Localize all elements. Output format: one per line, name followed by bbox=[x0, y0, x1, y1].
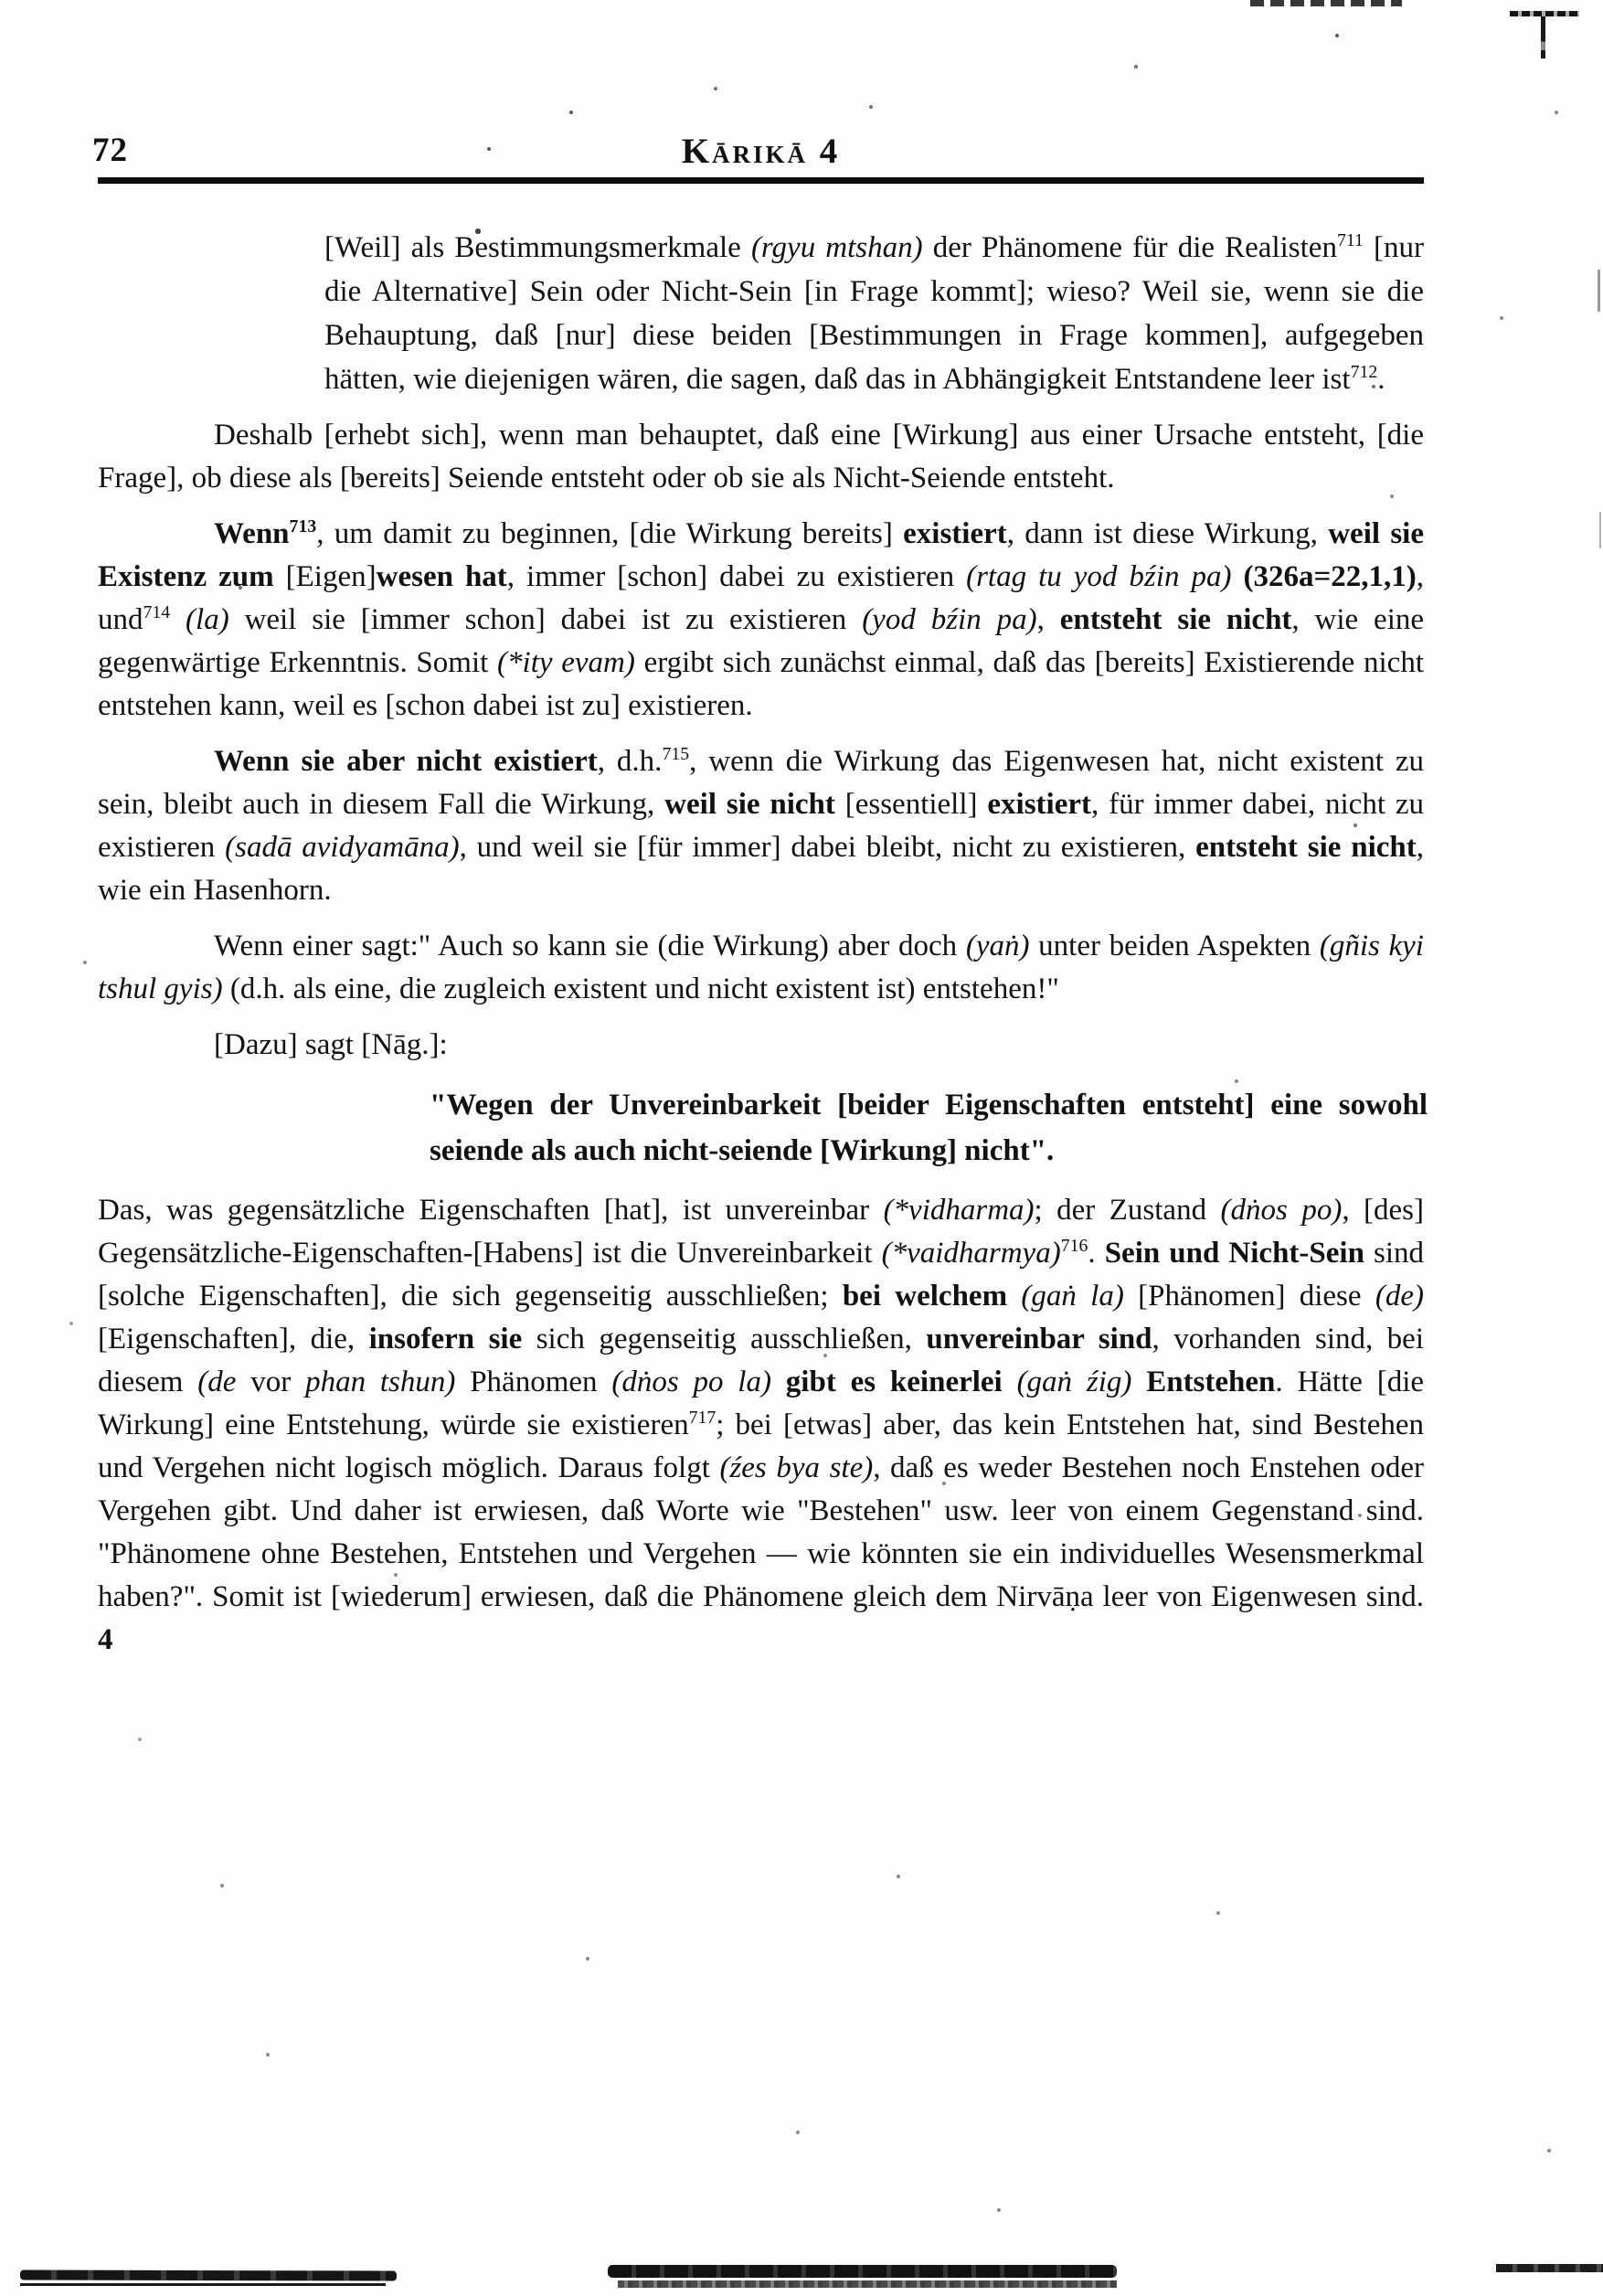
text-run: , d.h. bbox=[597, 745, 663, 778]
text-run: (sadā avidyamāna) bbox=[225, 831, 460, 864]
text-run: , wie ein Hasenhorn. bbox=[98, 831, 1424, 907]
text-run: existiert bbox=[903, 517, 1007, 550]
paragraph-commentary bbox=[98, 1189, 1424, 1662]
text-run bbox=[170, 603, 186, 636]
text-run: [Dazu] sagt [Nāg.]: bbox=[214, 1028, 448, 1061]
text-run: ; bei [etwas] aber, das kein Entstehen hat, sind Bestehen und Vergehen nicht logisch möglich. Daraus folgt bbox=[98, 1408, 1424, 1484]
scan-artifact-right-edge-tick-2 bbox=[1599, 512, 1601, 548]
text-run: (źes bya ste) bbox=[719, 1451, 874, 1484]
text-run: . Hätte [die Wirkung] eine Entstehung, würde sie existieren bbox=[98, 1366, 1425, 1441]
paragraph-wenn-existiert bbox=[98, 513, 1424, 728]
text-run: Deshalb [erhebt sich], wenn man behauptet, daß eine [Wirkung] aus einer Ursache entsteht, [die Frage], ob diese als [bereits] Seiende entsteht oder ob sie als Nicht-Seiende entsteht. bbox=[98, 419, 1424, 494]
text-run: Sein und Nicht-Sein bbox=[1104, 1237, 1364, 1270]
text-run: , und weil sie [für immer] dabei bleibt, nicht zu existieren, bbox=[459, 831, 1196, 864]
text-run: , wie eine gegenwärtige Erkenntnis. Somit bbox=[98, 603, 1425, 679]
paragraph-wenn-nicht-existiert bbox=[98, 740, 1424, 912]
text-run: , dann ist diese Wirkung, bbox=[1006, 517, 1329, 550]
text-run: "Wegen der Unvereinbarkeit [beider Eigenschaften entsteht] eine sowohl seiende als auch nicht-seiende [Wirkung] nicht". bbox=[430, 1089, 1428, 1167]
text-run: (la) bbox=[186, 603, 229, 636]
text-run: Wenn einer sagt:" Auch so kann sie (die Wirkung) aber doch bbox=[214, 930, 966, 962]
text-run: Wenn bbox=[214, 517, 290, 550]
scan-artifact-right-edge-tick-1 bbox=[1598, 270, 1600, 312]
text-run: [essentiell] bbox=[834, 788, 988, 821]
text-run: weil sie nicht bbox=[664, 788, 835, 821]
text-run: (rtag tu yod bźin pa) bbox=[966, 560, 1232, 593]
text-run: , wenn die Wirkung das Eigenwesen hat, nicht existent zu sein, bleibt auch in diesem Fall die Wirkung, bbox=[98, 745, 1424, 821]
text-run bbox=[1003, 1366, 1017, 1398]
text-run: ; der Zustand bbox=[1034, 1194, 1221, 1227]
text-run: , [des] Gegensätzliche-Eigenschaften-[Habens] ist die Unvereinbarkeit bbox=[98, 1194, 1424, 1270]
text-run: 716 bbox=[1060, 1236, 1088, 1256]
text-run: (d.h. als eine, die zugleich existent und nicht existent ist) entstehen!" bbox=[222, 973, 1059, 1005]
text-run: . bbox=[1377, 363, 1385, 396]
text-run: sich gegenseitig ausschließen, bbox=[522, 1323, 927, 1355]
text-run: , daß es weder Bestehen noch Enstehen oder Vergehen gibt. Und daher ist erwiesen, daß Worte wie "Bestehen" usw. leer von einem Gegenstand sind. "Phänomene ohne Bestehen, Entstehen und Vergehen — wie könnten sie ein individuelles Wesensmerkmal haben?". Somit ist [wiederum] erwiesen, daß die Phänomene gleich dem Nirvāṇa leer von Eigenwesen sind. bbox=[98, 1451, 1424, 1613]
verse-intro-quote bbox=[324, 226, 1424, 401]
text-run: unvereinbar sind bbox=[926, 1323, 1152, 1355]
text-run: 714 bbox=[143, 602, 171, 622]
text-run bbox=[1131, 1366, 1146, 1398]
text-run: (gñis kyi tshul gyis) bbox=[98, 930, 1424, 1005]
scan-artifact-bottom-right-smudge bbox=[1496, 2264, 1603, 2272]
text-run: (dṅos po) bbox=[1220, 1194, 1343, 1227]
text-run: insofern sie bbox=[368, 1323, 523, 1355]
text-run: (gaṅ la) bbox=[1021, 1280, 1124, 1313]
text-run: 717 bbox=[688, 1408, 717, 1428]
text-run: gibt es keinerlei bbox=[785, 1366, 1003, 1398]
text-run: weil sie Existenz zum bbox=[98, 517, 1424, 593]
paragraph-dazu-sagt bbox=[98, 1024, 1424, 1067]
text-run: , bbox=[1036, 603, 1060, 636]
text-run: [nur die Alternative] Sein oder Nicht-Sein [in Frage kommt]; wieso? Weil sie, wenn sie die Behauptung, daß [nur] diese beiden [Bestimmungen in Frage kommen], aufgegeben hätten, wie diejenigen wären, die sagen, daß das in Abhängigkeit Entstandene leer ist bbox=[324, 231, 1424, 396]
running-header bbox=[92, 124, 1424, 172]
scan-artifact-top-right-mark-horizontal bbox=[1510, 11, 1579, 16]
text-run: (gaṅ źig) bbox=[1016, 1366, 1132, 1398]
text-run: (de bbox=[197, 1366, 237, 1398]
text-run bbox=[1007, 1280, 1021, 1313]
header-rule-divider bbox=[98, 177, 1424, 184]
running-header-title: Kārikā 4 bbox=[681, 132, 841, 171]
text-run: [Weil] als Bestimmungsmerkmale bbox=[324, 231, 751, 264]
paragraph-objection bbox=[98, 925, 1424, 1011]
scan-artifact-bottom-left-smudge bbox=[20, 2269, 397, 2280]
scan-artifact-top-dashes bbox=[1250, 0, 1402, 6]
text-run: unter beiden Aspekten bbox=[1029, 930, 1320, 962]
text-run: phan tshun) bbox=[305, 1366, 456, 1398]
text-run: , immer [schon] dabei zu existieren bbox=[506, 560, 967, 593]
text-run: , und bbox=[98, 560, 1424, 636]
text-run: entsteht sie nicht bbox=[1059, 603, 1292, 636]
text-run: weil sie [immer schon] dabei ist zu existieren bbox=[228, 603, 863, 636]
text-run: wesen hat bbox=[376, 560, 507, 593]
text-run: Das, was gegensätzliche Eigenschaften [hat], ist unvereinbar bbox=[98, 1194, 884, 1227]
text-run: (yaṅ) bbox=[965, 930, 1030, 962]
text-run: 711 bbox=[1336, 230, 1364, 250]
text-run: (rgyu mtshan) bbox=[750, 231, 923, 264]
karika-verse-quote bbox=[430, 1082, 1428, 1174]
text-run: (*vaidharmya) bbox=[881, 1237, 1061, 1270]
scan-artifact-bottom-left-line bbox=[20, 2283, 386, 2286]
text-run: 4 bbox=[98, 1623, 113, 1656]
scan-artifact-top-right-mark-vertical bbox=[1541, 16, 1545, 58]
text-run: (326a=22,1,1) bbox=[1243, 560, 1417, 593]
text-run: , um damit zu beginnen, [die Wirkung bereits] bbox=[316, 517, 904, 550]
text-run: , vorhanden sind, bei diesem bbox=[98, 1323, 1424, 1398]
page-content bbox=[92, 124, 1428, 1662]
text-run bbox=[771, 1366, 786, 1398]
text-run: (de) bbox=[1375, 1280, 1424, 1313]
paragraph-deshalb bbox=[98, 414, 1424, 500]
page-body-text bbox=[98, 226, 1428, 1662]
text-run: [Eigenschaften], die, bbox=[98, 1323, 369, 1355]
text-run: 712 bbox=[1350, 362, 1378, 382]
text-run: [Phänomen] diese bbox=[1123, 1280, 1375, 1313]
text-run: , für immer dabei, nicht zu existieren bbox=[98, 788, 1424, 864]
text-run: . bbox=[1088, 1237, 1105, 1270]
text-run: der Phänomene für die Realisten bbox=[922, 231, 1337, 264]
text-run: 713 bbox=[289, 516, 317, 537]
text-run: Entstehen bbox=[1146, 1366, 1276, 1398]
text-run: (dṅos po la) bbox=[611, 1366, 771, 1398]
page-number: 72 bbox=[92, 132, 128, 169]
text-run: [Eigen] bbox=[273, 560, 377, 593]
text-run: (yod bźin pa) bbox=[862, 603, 1037, 636]
text-run: (*ity evam) bbox=[497, 646, 635, 679]
text-run: (*vidharma) bbox=[883, 1194, 1035, 1227]
text-run: entsteht sie nicht bbox=[1195, 831, 1417, 864]
text-run: ergibt sich zunächst einmal, daß das [bereits] Existierende nicht entstehen kann, weil es [schon dabei ist zu] existieren. bbox=[98, 646, 1424, 722]
text-run: Wenn sie aber nicht existiert bbox=[214, 745, 598, 778]
scan-artifact-bottom-middle-line bbox=[618, 2280, 1117, 2288]
scan-artifact-bottom-middle-smudge bbox=[608, 2265, 1117, 2278]
scan-artifact-speckles bbox=[0, 0, 2, 2]
text-run: existiert bbox=[987, 788, 1091, 821]
text-run: 715 bbox=[662, 744, 690, 764]
text-run: bei welchem bbox=[842, 1280, 1008, 1313]
text-run: sind [solche Eigenschaften], die sich gegenseitig ausschließen; bbox=[98, 1237, 1424, 1313]
text-run bbox=[1231, 560, 1243, 593]
text-run: Phänomen bbox=[455, 1366, 612, 1398]
text-run: vor bbox=[236, 1366, 306, 1398]
